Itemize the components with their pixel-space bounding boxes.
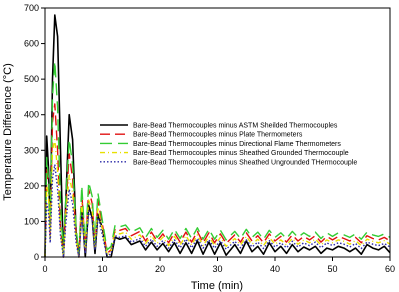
x-axis-title: Time (min) (190, 280, 244, 292)
x-tick-label: 30 (212, 264, 223, 274)
legend-label-1: Bare-Bead Thermocouples minus ASTM Sheilded Thermocouples (133, 122, 338, 130)
x-tick-label: 50 (327, 264, 338, 274)
y-tick-label: 400 (23, 109, 39, 120)
y-tick-label: 300 (23, 145, 39, 156)
y-axis (24, 3, 45, 262)
x-tick-label: 20 (154, 264, 166, 274)
y-tick-label: 700 (23, 3, 39, 13)
y-tick-label: 600 (23, 38, 39, 49)
legend-label-5: Bare-Bead Thermocouples minus Sheathed Ungrounded THermocouple (133, 159, 358, 167)
legend-label-3: Bare-Bead Thermocouples minus Directional Flame Thermometers (133, 140, 341, 148)
x-axis (42, 257, 395, 274)
y-tick-label: 0 (33, 252, 39, 262)
x-tick-label: 0 (42, 264, 48, 274)
y-tick-label: 500 (23, 74, 39, 85)
y-tick-label: 200 (23, 180, 39, 191)
y-axis-title: Temperature Difference (°C) (2, 63, 14, 201)
x-tick-label: 40 (269, 264, 281, 274)
x-tick-label: 10 (97, 264, 108, 274)
x-tick-label: 60 (384, 264, 396, 274)
legend-label-4: Bare-Bead Thermocouples minus Sheathed Grounded Thermocouple (133, 150, 349, 158)
legend-label-2: Bare-Bead Thermocouples minus Plate Thermometers (133, 131, 303, 139)
legend (100, 123, 357, 167)
y-tick-label: 100 (23, 216, 39, 227)
